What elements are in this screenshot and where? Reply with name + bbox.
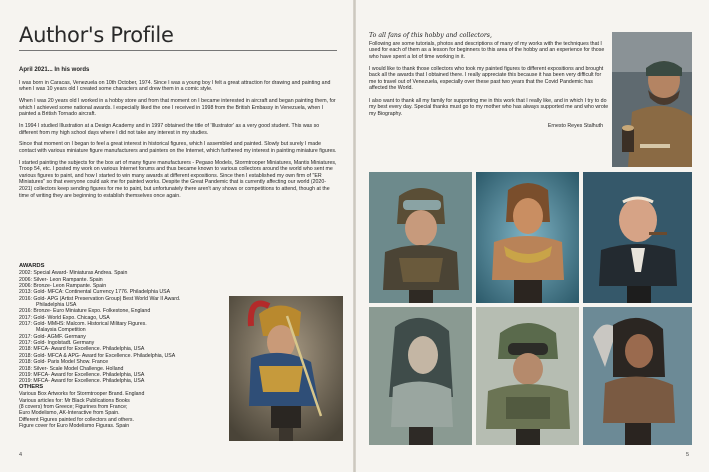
dedication-paragraph: Following are some tutorials, photos and descriptions of many of my works with the techniques that I used for each of them as a lesson for beginners to this area of the hobby and an experience for those who have spent a lot of time working in it. bbox=[369, 40, 605, 60]
awards-heading: AWARDS bbox=[19, 263, 45, 269]
awards-list bbox=[19, 263, 224, 385]
author-signature: Ernesto Reyes Stalhuth bbox=[547, 122, 603, 129]
profile-paragraph: I was born in Caracas, Venezuela on 10th October, 1974. Since I was a young boy I felt a great attraction for drawing and painting and when I was 10 years old I created some characters and drew them in a comic style. bbox=[19, 79, 331, 93]
page-number-left: 4 bbox=[19, 452, 23, 458]
dedication-text bbox=[369, 33, 609, 135]
profile-paragraph: I started painting the subjects for the box art of many figure manufacturers - Pegaso Models, Stormtrooper Miniatures, Mantis Miniatures, Troop 54, etc. I posted my work on various Internet forums and thus became known to various collectors around the world who sent me various figures to paint, and how I started to win many awards at different expositions. Since then I established my own firm of "ER Miniatures" so that everyone could ask me for painted works. Despite the Great Pandemic that is currently affecting our world (2020-2021) collectors keep sending figures for me to paint, but unfortunately there aren't any shows or competitions to attend, though at the time of writing they are beginning to establish themselves once again. bbox=[19, 159, 337, 199]
award-item: 2018: MFCA- Award for Excellence. Philadelphia, USA bbox=[19, 346, 145, 353]
dedication-paragraph: I also want to thank all my family for supporting me in this work that I really like, and in which I try to do my best every day. Special thanks must go to my mother who has always supported me and who wrote my Biography. bbox=[369, 97, 609, 117]
profile-paragraph: In 1994 I studied Illustration at a Design Academy and in 1997 obtained the title of 'Illustrator' as a very good student. This was so different from my high school days where I did not take any interest in my studies. bbox=[19, 122, 320, 136]
female-bust-photo bbox=[369, 307, 472, 445]
award-item: 2013: Gold- MFCA: Continental Currency 1776. Philadelphia USA bbox=[19, 289, 171, 296]
churchill-bust-photo bbox=[583, 172, 692, 303]
dedication-intro: To all fans of this hobby and collectors, bbox=[369, 32, 492, 39]
award-item: 2019: MFCA- Award for Excellence. Philadelphia, USA bbox=[19, 371, 145, 378]
award-item: 2018: Gold- Paris Model Show. France bbox=[19, 359, 109, 366]
pilot-bust-photo bbox=[369, 172, 472, 303]
award-item: 2018: Silver- Scale Model Challenge. Holland bbox=[19, 365, 124, 372]
others-item: Various Box Artworks for Stormtrooper Brand. England bbox=[19, 391, 145, 398]
award-item: Malaysia Competition bbox=[36, 327, 86, 334]
award-item: 2016: Bronze- Euro Miniature Expo. Folkestone, England bbox=[19, 308, 151, 315]
roman-warrior-bust-photo bbox=[229, 296, 343, 441]
dedication-paragraph: I would like to thank those collectors who took my painted figures to different expositions and brought back all the awards that I obtained there. I really appreciate this because it has been very difficult for me to travel out of Venezuela, especially over these past two years that the Covid Pandemic has affected the World. bbox=[369, 65, 604, 92]
author-photo bbox=[612, 32, 692, 167]
profile-paragraph: When I was 20 years old I worked in a hobby store and from that moment on I became interested in aircraft and began painting them, for which I achieved some national awards. I especially liked the one I received in 1998 from the British Embassy in Venezuela, when I painted a British Tornado aircraft. bbox=[19, 97, 336, 118]
profile-paragraph: Since that moment on I began to feel a great interest in historical figures, which I assembled and painted. Slowly but surely I made contact with various miniature figure manufacturers and painters on the Internet, which furthered my interest in painting miniature figures. bbox=[19, 141, 337, 154]
page-number-right: 5 bbox=[686, 452, 690, 458]
title-rule bbox=[19, 50, 337, 51]
award-item: 2017: Gold- World Expo. Chicago, USA bbox=[19, 314, 110, 321]
award-item: 2018: Gold- MFCA & APG- Award for Excellence. Philadelphia, USA bbox=[19, 352, 176, 359]
others-item: (8 covers) from Greece; Figurines from France; bbox=[19, 404, 128, 411]
award-item: 2016: Gold- APG (Artist Preservation Group) Best World War II Award. bbox=[19, 295, 181, 302]
award-item: 2006: Bronze- Leon Rampante. Spain bbox=[19, 283, 107, 290]
native-warrior-bust-photo bbox=[476, 172, 579, 303]
barbarian-bust-photo bbox=[583, 307, 692, 445]
others-item: Euro Modelismo, AK-Interactive from Spain. bbox=[19, 410, 120, 417]
award-item: 2002: Special Award- Miniaturas Andrea. Spain bbox=[19, 270, 128, 277]
award-item: 2017: Gold- MMHS: Malcom. Historical Military Figures. bbox=[19, 321, 147, 328]
book-gutter bbox=[353, 0, 356, 472]
others-item: Various articles for: Mr Black Publications Books bbox=[19, 397, 130, 404]
profile-subheading: April 2021... In his words bbox=[19, 67, 90, 73]
award-item: 2017: Gold- AGMF. Germany bbox=[19, 333, 86, 340]
others-heading: OTHERS bbox=[19, 384, 44, 390]
others-item: Different Figures painted for collectors and others. bbox=[19, 416, 134, 423]
page-title: Author's Profile bbox=[19, 23, 174, 47]
others-item: Figure cover for Euro Modelismo Figuras. Spain bbox=[19, 423, 130, 430]
others-list bbox=[19, 384, 224, 429]
award-item: Philadelphia USA bbox=[36, 302, 77, 309]
profile-text bbox=[19, 67, 339, 204]
soldier-bust-photo bbox=[476, 307, 579, 445]
award-item: 2006: Silver- Leon Rampante. Spain bbox=[19, 276, 103, 283]
award-item: 2017: Gold- Ingolstadt. Germany bbox=[19, 340, 95, 347]
award-item: 2019: MFCA- Award for Excellence. Philadelphia, USA bbox=[19, 378, 145, 385]
